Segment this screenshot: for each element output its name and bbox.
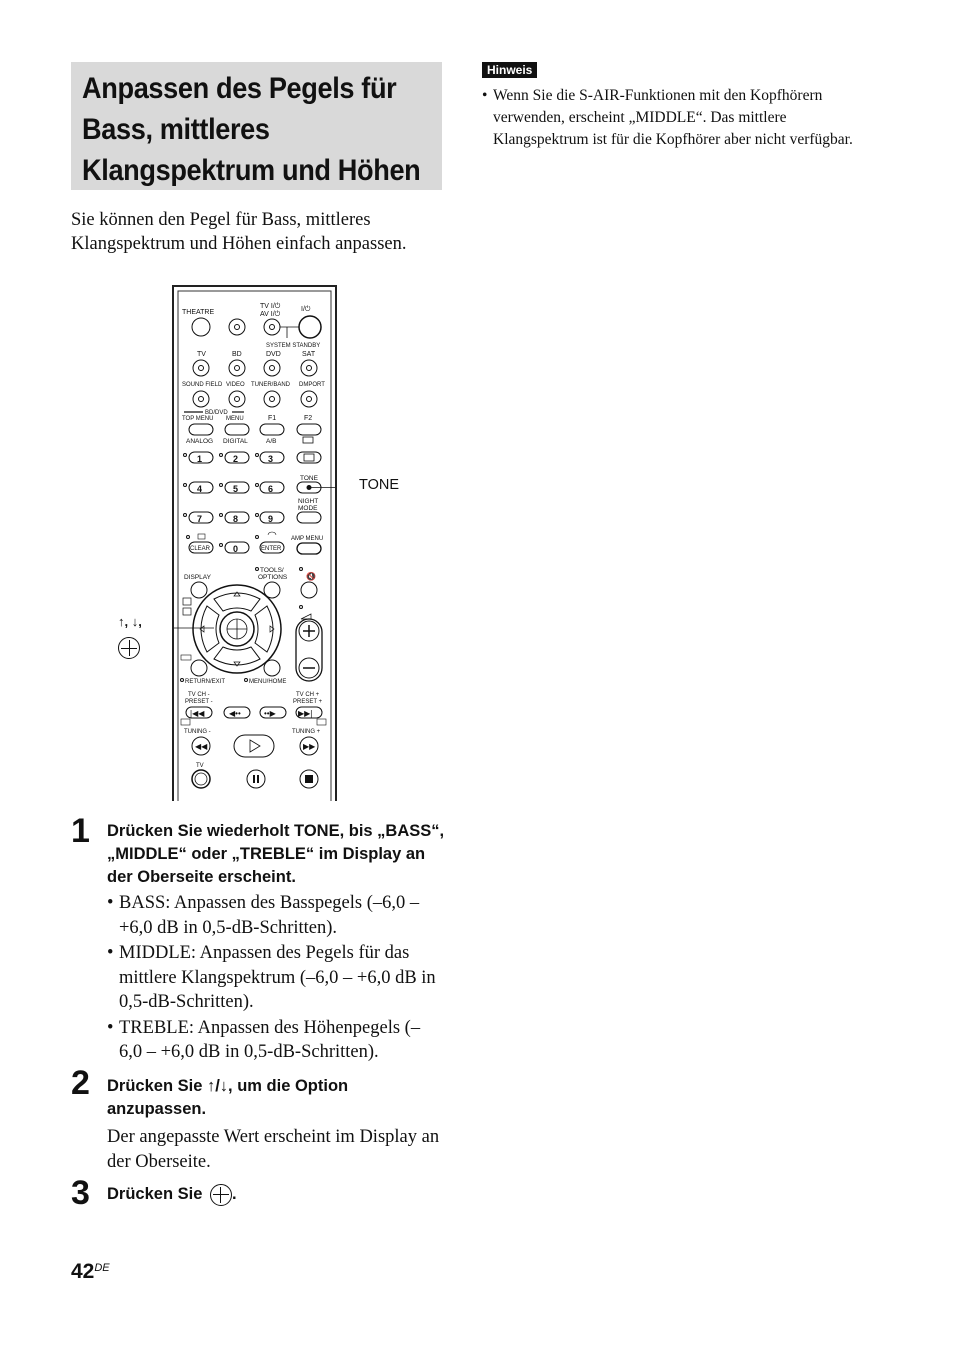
power-button: [299, 316, 321, 338]
page-title: [71, 62, 421, 191]
label-top-menu: TOP MENU: [182, 416, 214, 422]
digit-row-3: [184, 512, 322, 524]
label-f1: F1: [268, 415, 277, 422]
title-line-2: Bass, mittleres: [82, 113, 270, 146]
step-1-bullets: [107, 891, 437, 1065]
label-preset-plus: PRESET +: [293, 699, 323, 705]
label-system-standby: SYSTEM STANDBY: [266, 343, 321, 349]
label-menu-home: MENU/HOME: [249, 679, 287, 685]
title-box: [71, 62, 442, 190]
digit-7: 7: [197, 514, 203, 524]
digit-5: 5: [233, 484, 239, 494]
step-1-heading: Drücken Sie wiederholt TONE, bis „BASS“, „MIDDLE“ oder „TREBLE“ im Display an der Oberseite erscheint.: [107, 822, 445, 886]
label-tv-ch-minus: TV CH -: [188, 692, 210, 698]
step-1-bullet-treble: • TREBLE: Anpassen des Höhenpegels (–6,0 – +6,0 dB in 0,5-dB-Schritten).: [107, 1017, 421, 1062]
label-tv-power: TV I/⏻: [260, 303, 281, 310]
label-night: NIGHT: [298, 498, 319, 505]
label-mode: MODE: [298, 505, 318, 512]
label-f2: F2: [304, 415, 313, 422]
label-digital: DIGITAL: [223, 438, 248, 445]
arrows-label: ↑, ↓,: [118, 614, 142, 629]
label-tuner-band: TUNER/BAND: [251, 382, 291, 388]
tone-callout: TONE: [359, 477, 400, 493]
label-return-exit: RETURN/EXIT: [185, 679, 226, 685]
arrows-callout: [118, 614, 142, 659]
label-enter: ENTER: [261, 546, 282, 552]
label-bd: BD: [232, 351, 242, 358]
svg-text:••▶: ••▶: [264, 709, 276, 718]
enter-icon: [210, 1184, 232, 1206]
input-button: [229, 319, 245, 335]
label-tv-bottom: TV: [196, 763, 204, 769]
remote-drawing: [174, 287, 335, 801]
step-3-period: .: [231, 1185, 237, 1203]
page-number-value: 42: [71, 1260, 95, 1283]
hinweis-bullet: •: [482, 87, 488, 104]
step-1-bullet-bass: • BASS: Anpassen des Basspegels (–6,0 – +6,0 dB in 0,5-dB-Schritten).: [107, 893, 420, 938]
label-amp-menu: AMP MENU: [291, 536, 324, 542]
digit-1: 1: [197, 454, 203, 464]
label-tuning-minus: TUNING -: [184, 729, 211, 735]
step-3-heading: [107, 1183, 427, 1206]
label-sound-field: SOUND FIELD: [182, 382, 223, 388]
label-bd-dvd: BD/DVD: [205, 410, 228, 416]
label-tv-ch-plus: TV CH +: [296, 692, 320, 698]
digit-3: 3: [268, 454, 274, 464]
label-tools: TOOLS/: [260, 567, 284, 574]
intro-text: Sie können den Pegel für Bass, mittleres Klangspektrum und Höhen einfach anpassen.: [71, 210, 407, 254]
step-2-heading: Drücken Sie ↑/↓, um die Option anzupassen.: [107, 1077, 349, 1118]
step-3-number: 3: [71, 1174, 90, 1212]
hinweis-note: [482, 85, 872, 151]
digit-0: 0: [233, 544, 239, 554]
digit-row-2: [184, 482, 336, 494]
title-line-3: Klangspektrum und Höhen: [82, 154, 421, 187]
label-preset-minus: PRESET -: [185, 699, 213, 705]
label-video: VIDEO: [226, 382, 245, 388]
svg-text:▶▶: ▶▶: [303, 742, 316, 751]
hinweis-badge: Hinweis: [482, 62, 537, 78]
remote-illustration: [172, 285, 337, 801]
svg-text:🔇: 🔇: [306, 572, 316, 581]
digit-6: 6: [268, 484, 274, 494]
dpad: [193, 585, 281, 673]
label-sat: SAT: [302, 351, 316, 358]
step-2-number: 2: [71, 1064, 90, 1102]
label-options: OPTIONS: [258, 574, 288, 581]
page-number: [71, 1260, 110, 1284]
digit-4: 4: [197, 484, 203, 494]
tv-power-button: [264, 319, 280, 335]
svg-text:◀••: ◀••: [229, 709, 241, 718]
digit-row-1: [184, 452, 322, 464]
step-2-body: Der angepasste Wert erscheint im Display an der Oberseite.: [107, 1127, 440, 1172]
digit-8: 8: [233, 514, 239, 524]
digit-row-4: [187, 532, 324, 554]
label-power: I/⏻: [301, 306, 311, 313]
theatre-button: [192, 318, 210, 336]
digit-2: 2: [233, 454, 239, 464]
enter-icon: [118, 637, 140, 659]
title-line-1: Anpassen des Pegels für: [82, 72, 397, 105]
label-tone: TONE: [300, 475, 318, 482]
label-dvd: DVD: [266, 351, 281, 358]
label-display: DISPLAY: [184, 574, 211, 581]
label-ab: A/B: [266, 438, 277, 445]
hinweis-text: Wenn Sie die S-AIR-Funktionen mit den Kopfhörern verwenden, erscheint „MIDDLE“. Das mittlere Klangspektrum ist für die Kopfhörer aber nicht verfügbar.: [493, 87, 853, 148]
step-1-bullet-middle: • MIDDLE: Anpassen des Pegels für das mittlere Klangspektrum (–6,0 – +6,0 dB in 0,5-dB-Schritten).: [107, 943, 436, 1012]
label-tuning-plus: TUNING +: [292, 729, 321, 735]
page-suffix: DE: [94, 1262, 110, 1274]
digit-9: 9: [268, 514, 274, 524]
label-analog: ANALOG: [186, 438, 214, 445]
svg-text:◀◀: ◀◀: [195, 742, 208, 751]
label-menu: MENU: [226, 416, 244, 422]
label-dmport: DMPORT: [299, 382, 325, 388]
label-av-power: AV I/⏻: [260, 311, 281, 318]
label-clear: CLEAR: [190, 546, 211, 552]
svg-text:▶▶|: ▶▶|: [298, 709, 313, 718]
label-tv: TV: [197, 351, 206, 358]
step-1-number: 1: [71, 812, 90, 850]
label-theatre: THEATRE: [182, 309, 215, 316]
svg-text:|◀◀: |◀◀: [190, 709, 205, 718]
step-3-text: Drücken Sie: [107, 1185, 203, 1203]
